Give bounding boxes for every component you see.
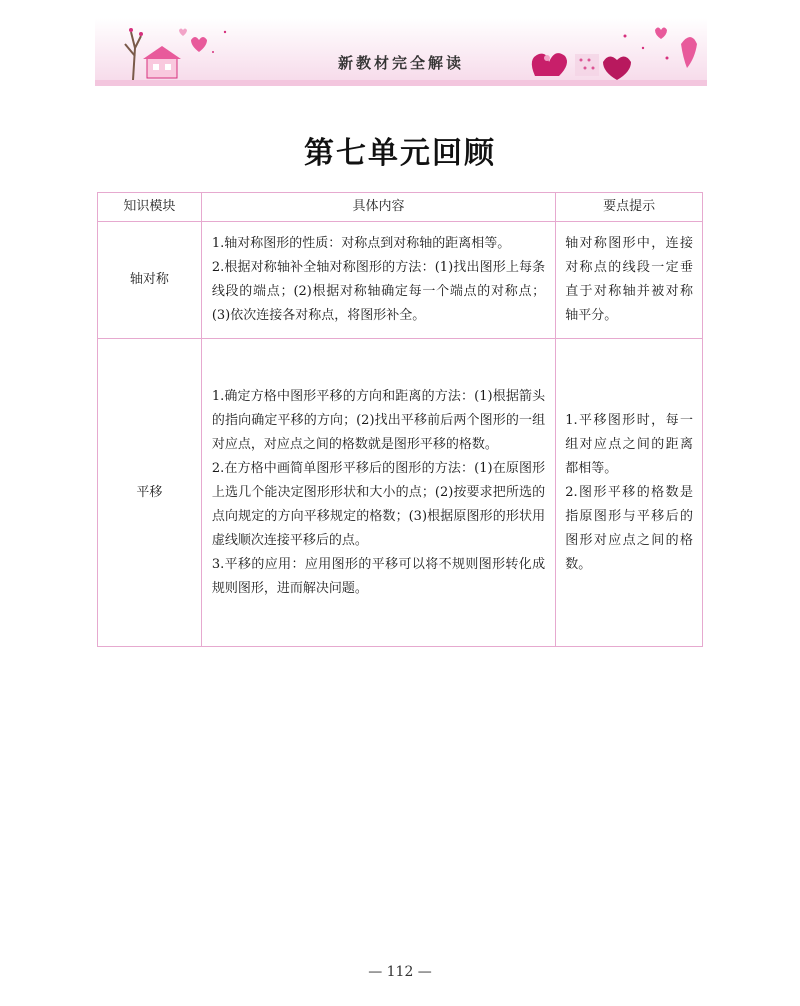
tip-item: 2.图形平移的格数是指原图形与平移后的图形对应点之间的格数。 bbox=[565, 484, 693, 572]
table-row bbox=[98, 339, 703, 647]
banner-strip bbox=[95, 80, 707, 86]
content-item: 3.平移的应用：应用图形的平移可以将不规则图形转化成规则图形，进而解决问题。 bbox=[211, 556, 546, 596]
content-cell bbox=[201, 339, 555, 647]
content-item: 2.在方格中画简单图形平移后的图形的方法：(1)在原图形上选几个能决定图形形状和大小的点；(2)按要求把所选的点向规定的方向平移规定的格数；(3)根据原图形的形状用虚线顺次连接平移后的点。 bbox=[211, 460, 546, 548]
header-specific-content: 具体内容 bbox=[201, 193, 555, 222]
tip-item: 1.平移图形时，每一组对应点之间的距离都相等。 bbox=[565, 412, 693, 476]
table-row bbox=[98, 222, 703, 339]
module-cell: 轴对称 bbox=[98, 222, 202, 339]
page-number: — 112 — bbox=[368, 964, 432, 980]
module-cell: 平移 bbox=[98, 339, 202, 647]
tip-item: 轴对称图形中，连接对称点的线段一定垂直于对称轴并被对称轴平分。 bbox=[565, 236, 693, 323]
header-banner bbox=[95, 18, 707, 86]
tip-cell bbox=[556, 339, 703, 647]
content-cell bbox=[201, 222, 555, 339]
header-knowledge-module: 知识模块 bbox=[98, 193, 202, 222]
content-item: 1.轴对称图形的性质：对称点到对称轴的距离相等。 bbox=[211, 236, 511, 251]
banner-title: 新教材完全解读 bbox=[337, 54, 464, 72]
content-item: 2.根据对称轴补全轴对称图形的方法：(1)找出图形上每条线段的端点；(2)根据对称轴确定每一个端点的对称点；(3)依次连接各对称点，将图形补全。 bbox=[211, 260, 546, 323]
content-item: 1.确定方格中图形平移的方向和距离的方法：(1)根据箭头的指向确定平移的方向；(2)找出平移前后两个图形的一组对应点，对应点之间的格数就是图形平移的格数。 bbox=[211, 388, 546, 452]
page-title: 第七单元回顾 bbox=[304, 136, 496, 171]
review-table bbox=[97, 192, 703, 647]
tip-cell bbox=[556, 222, 703, 339]
header-key-tips: 要点提示 bbox=[556, 193, 703, 222]
table-header-row bbox=[98, 193, 703, 222]
